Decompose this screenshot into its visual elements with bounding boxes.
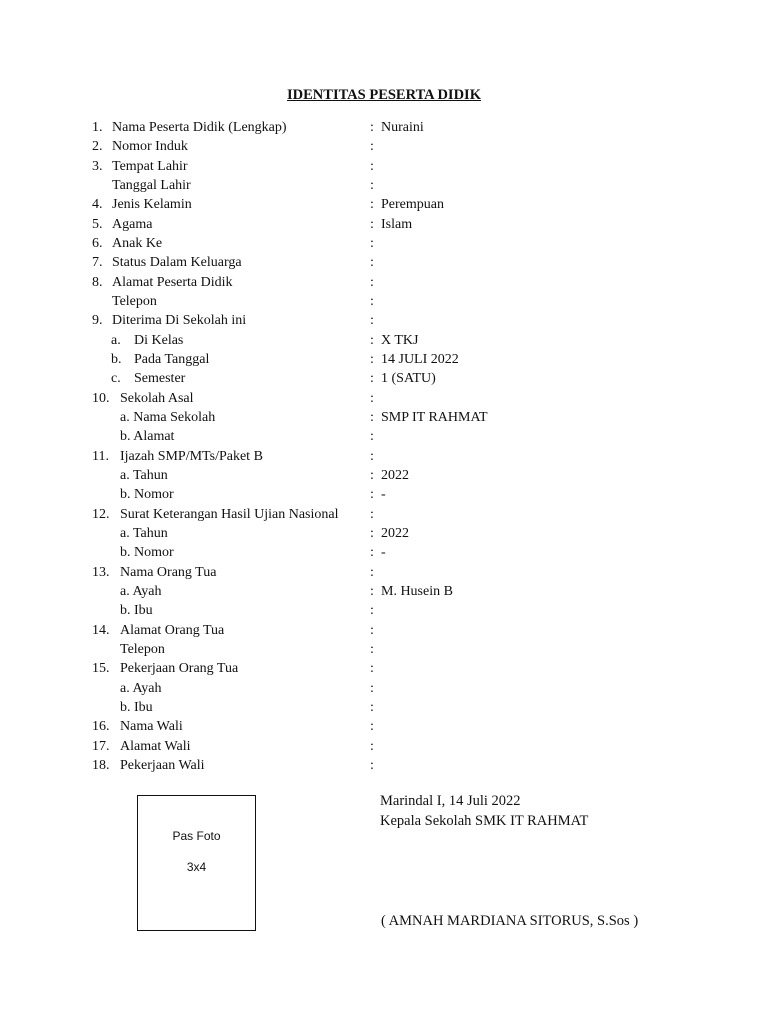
field-label: Nomor Induk [112, 139, 188, 155]
field-label: Alamat Wali [120, 738, 191, 754]
field-number: 7. [92, 255, 103, 271]
field-number: 17. [92, 738, 110, 754]
field-colon: : [370, 409, 374, 425]
field-label: Telepon [120, 641, 165, 657]
field-colon: : [370, 757, 374, 773]
field-value: 2022 [381, 467, 409, 483]
field-label: Di Kelas [134, 332, 184, 348]
field-colon: : [370, 274, 374, 290]
field-number: c. [111, 371, 121, 387]
field-label: Semester [134, 371, 186, 387]
field-number: 18. [92, 757, 110, 773]
field-row [0, 137, 768, 156]
field-value: 2022 [381, 525, 409, 541]
field-value: X TKJ [381, 332, 419, 348]
field-colon: : [370, 661, 374, 677]
field-label: a. Ayah [120, 583, 162, 599]
field-label: b. Ibu [120, 603, 153, 619]
field-label: a. Tahun [120, 467, 168, 483]
field-number: 8. [92, 274, 103, 290]
field-label: Diterima Di Sekolah ini [112, 313, 247, 329]
field-label: b. Ibu [120, 699, 153, 715]
field-value: 1 (SATU) [381, 371, 436, 387]
field-label: Nama Peserta Didik (Lengkap) [112, 120, 287, 135]
field-row [0, 485, 768, 504]
field-row [0, 466, 768, 485]
field-number: a. [111, 332, 121, 348]
field-row [0, 640, 768, 659]
field-row [0, 756, 768, 775]
signature-role: Kepala Sekolah SMK IT RAHMAT [380, 813, 589, 829]
field-number: 10. [92, 390, 110, 406]
field-colon: : [370, 506, 374, 522]
field-row [0, 389, 768, 408]
field-label: Sekolah Asal [120, 390, 194, 406]
field-colon: : [370, 332, 374, 348]
field-number: 12. [92, 506, 110, 522]
field-number: 5. [92, 216, 103, 232]
field-colon: : [370, 120, 374, 135]
field-colon: : [370, 216, 374, 232]
photo-size-label: 3x4 [186, 860, 207, 874]
field-label: Anak Ke [112, 235, 163, 251]
field-label: Nama Orang Tua [120, 564, 217, 580]
field-value: 14 JULI 2022 [381, 351, 459, 367]
field-colon: : [370, 680, 374, 696]
field-number: 4. [92, 197, 103, 213]
field-colon: : [370, 525, 374, 541]
field-row [0, 311, 768, 330]
field-row [0, 659, 768, 678]
field-row [0, 427, 768, 446]
field-label: Telepon [112, 293, 157, 309]
field-label: Surat Keterangan Hasil Ujian Nasional [120, 506, 339, 522]
field-value: M. Husein B [381, 583, 453, 599]
field-number: 14. [92, 622, 110, 638]
field-label: Nama Wali [120, 719, 183, 735]
field-colon: : [370, 622, 374, 638]
field-colon: : [370, 158, 374, 174]
field-row [0, 157, 768, 176]
field-row [0, 717, 768, 736]
field-number: 16. [92, 719, 110, 735]
field-label: Status Dalam Keluarga [112, 255, 242, 271]
field-label: Agama [112, 216, 153, 232]
field-row [0, 176, 768, 195]
field-label: Pekerjaan Wali [120, 757, 205, 773]
field-number: 13. [92, 564, 110, 580]
field-label: Alamat Peserta Didik [112, 274, 233, 290]
field-row [0, 273, 768, 292]
field-value: Islam [381, 216, 413, 232]
field-colon: : [370, 603, 374, 619]
field-row [0, 408, 768, 427]
field-label: b. Nomor [120, 487, 174, 503]
field-row [0, 698, 768, 717]
field-row [0, 195, 768, 214]
field-number: 2. [92, 139, 103, 155]
field-row [0, 331, 768, 350]
field-row [0, 253, 768, 272]
field-label: Alamat Orang Tua [120, 622, 225, 638]
field-colon: : [370, 390, 374, 406]
field-row [0, 292, 768, 311]
field-number: 11. [92, 448, 109, 464]
field-row [0, 679, 768, 698]
field-row [0, 215, 768, 234]
field-label: a. Ayah [120, 680, 162, 696]
field-number: 15. [92, 661, 110, 677]
field-colon: : [370, 177, 374, 193]
field-colon: : [370, 371, 374, 387]
field-row [0, 621, 768, 640]
field-colon: : [370, 197, 374, 213]
field-colon: : [370, 641, 374, 657]
field-value: SMP IT RAHMAT [381, 409, 488, 425]
field-label: Pada Tanggal [134, 351, 210, 367]
field-row [0, 601, 768, 620]
field-row [0, 350, 768, 369]
field-row [0, 582, 768, 601]
field-label: a. Tahun [120, 525, 168, 541]
field-label: Tanggal Lahir [112, 177, 191, 193]
field-label: Jenis Kelamin [112, 197, 192, 213]
field-colon: : [370, 351, 374, 367]
field-label: b. Alamat [120, 429, 175, 445]
field-row [0, 369, 768, 388]
field-colon: : [370, 699, 374, 715]
field-colon: : [370, 293, 374, 309]
field-colon: : [370, 719, 374, 735]
field-value: - [381, 487, 386, 503]
field-number: 9. [92, 313, 103, 329]
field-colon: : [370, 467, 374, 483]
field-colon: : [370, 313, 374, 329]
field-value: Nuraini [381, 120, 424, 135]
field-row [0, 563, 768, 582]
field-value: Perempuan [381, 197, 444, 213]
field-colon: : [370, 545, 374, 561]
field-label: Tempat Lahir [112, 158, 188, 174]
identity-list [0, 118, 768, 775]
field-colon: : [370, 448, 374, 464]
field-label: Pekerjaan Orang Tua [120, 661, 239, 677]
field-row [0, 505, 768, 524]
field-number: 3. [92, 158, 103, 174]
field-colon: : [370, 235, 374, 251]
field-label: a. Nama Sekolah [120, 409, 216, 425]
field-row [0, 737, 768, 756]
field-number: b. [111, 351, 122, 367]
signature-place-date: Marindal I, 14 Juli 2022 [380, 793, 521, 809]
field-number: 1. [92, 120, 103, 135]
field-colon: : [370, 564, 374, 580]
field-label: Ijazah SMP/MTs/Paket B [120, 448, 263, 464]
field-value: - [381, 545, 386, 561]
signature-name: ( AMNAH MARDIANA SITORUS, S.Sos ) [381, 913, 639, 929]
field-row [0, 118, 768, 137]
field-row [0, 234, 768, 253]
field-row [0, 524, 768, 543]
field-number: 6. [92, 235, 103, 251]
field-colon: : [370, 487, 374, 503]
field-colon: : [370, 255, 374, 271]
field-colon: : [370, 583, 374, 599]
field-row [0, 447, 768, 466]
document-title: IDENTITAS PESERTA DIDIK [287, 87, 481, 103]
field-row [0, 543, 768, 562]
field-label: b. Nomor [120, 545, 174, 561]
field-colon: : [370, 429, 374, 445]
field-colon: : [370, 738, 374, 754]
photo-placeholder-box [137, 795, 256, 931]
field-colon: : [370, 139, 374, 155]
photo-label: Pas Foto [172, 829, 221, 843]
